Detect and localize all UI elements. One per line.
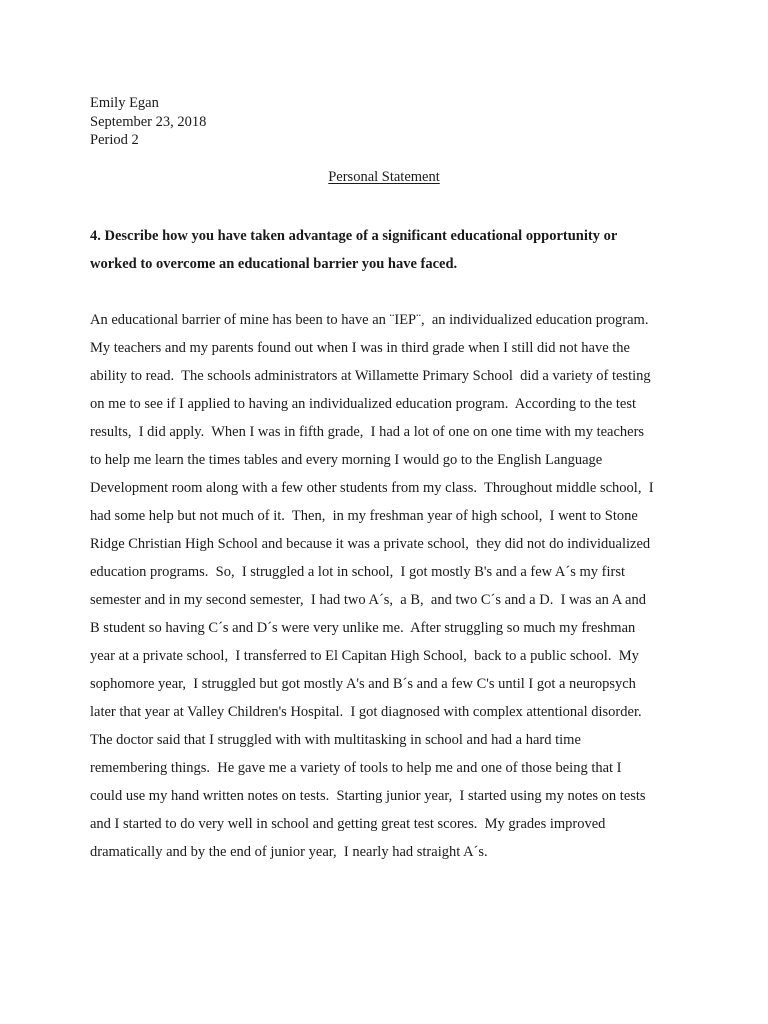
essay-line: An educational barrier of mine has been to have an ¨IEP¨, an individualized education program. <box>90 312 649 328</box>
essay-line: The doctor said that I struggled with with multitasking in school and had a hard time <box>90 732 581 748</box>
essay-line: could use my hand written notes on tests. Starting junior year, I started using my notes on tests <box>90 788 646 804</box>
essay-line: later that year at Valley Children's Hospital. I got diagnosed with complex attentional disorder. <box>90 704 642 720</box>
essay-line: year at a private school, I transferred to El Capitan High School, back to a public school. My <box>90 648 639 664</box>
essay-line: Ridge Christian High School and because it was a private school, they did not do individualized <box>90 536 651 552</box>
essay-line: results, I did apply. When I was in fifth grade, I had a lot of one on one time with my teachers <box>90 424 645 440</box>
essay-line: and I started to do very well in school and getting great test scores. My grades improved <box>90 816 606 832</box>
essay-line: Development room along with a few other students from my class. Throughout middle school, I <box>90 480 654 496</box>
essay-line: on me to see if I applied to having an individualized education program. According to the test <box>90 396 637 412</box>
essay-line: remembering things. He gave me a variety of tools to help me and one of those being that I <box>90 760 622 776</box>
author-name: Emily Egan <box>90 95 159 111</box>
class-period: Period 2 <box>90 132 139 148</box>
document-date: September 23, 2018 <box>90 113 207 130</box>
essay-line: semester and in my second semester, I had two A´s, a B, and two C´s and a D. I was an A and <box>90 592 646 608</box>
essay-prompt <box>90 222 690 278</box>
essay-line: dramatically and by the end of junior year, I nearly had straight A´s. <box>90 844 488 860</box>
essay-line: education programs. So, I struggled a lot in school, I got mostly B's and a few A´s my first <box>90 564 626 580</box>
essay-line: My teachers and my parents found out when I was in third grade when I still did not have the <box>90 340 630 356</box>
essay-line: to help me learn the times tables and every morning I would go to the English Language <box>90 452 603 468</box>
prompt-line: 4. Describe how you have taken advantage of a significant educational opportunity or <box>90 228 618 244</box>
essay-line: sophomore year, I struggled but got mostly A's and B´s and a few C's until I got a neuropsych <box>90 676 636 692</box>
document-title-container <box>0 168 768 186</box>
document-title: Personal Statement <box>328 169 440 185</box>
essay-line: B student so having C´s and D´s were very unlike me. After struggling so much my freshman <box>90 620 636 636</box>
header-block <box>90 94 206 150</box>
essay-line: ability to read. The schools administrators at Willamette Primary School did a variety of testing <box>90 368 651 384</box>
essay-body <box>90 306 690 866</box>
essay-line: had some help but not much of it. Then, in my freshman year of high school, I went to Stone <box>90 508 638 524</box>
prompt-line: worked to overcome an educational barrier you have faced. <box>90 256 458 272</box>
